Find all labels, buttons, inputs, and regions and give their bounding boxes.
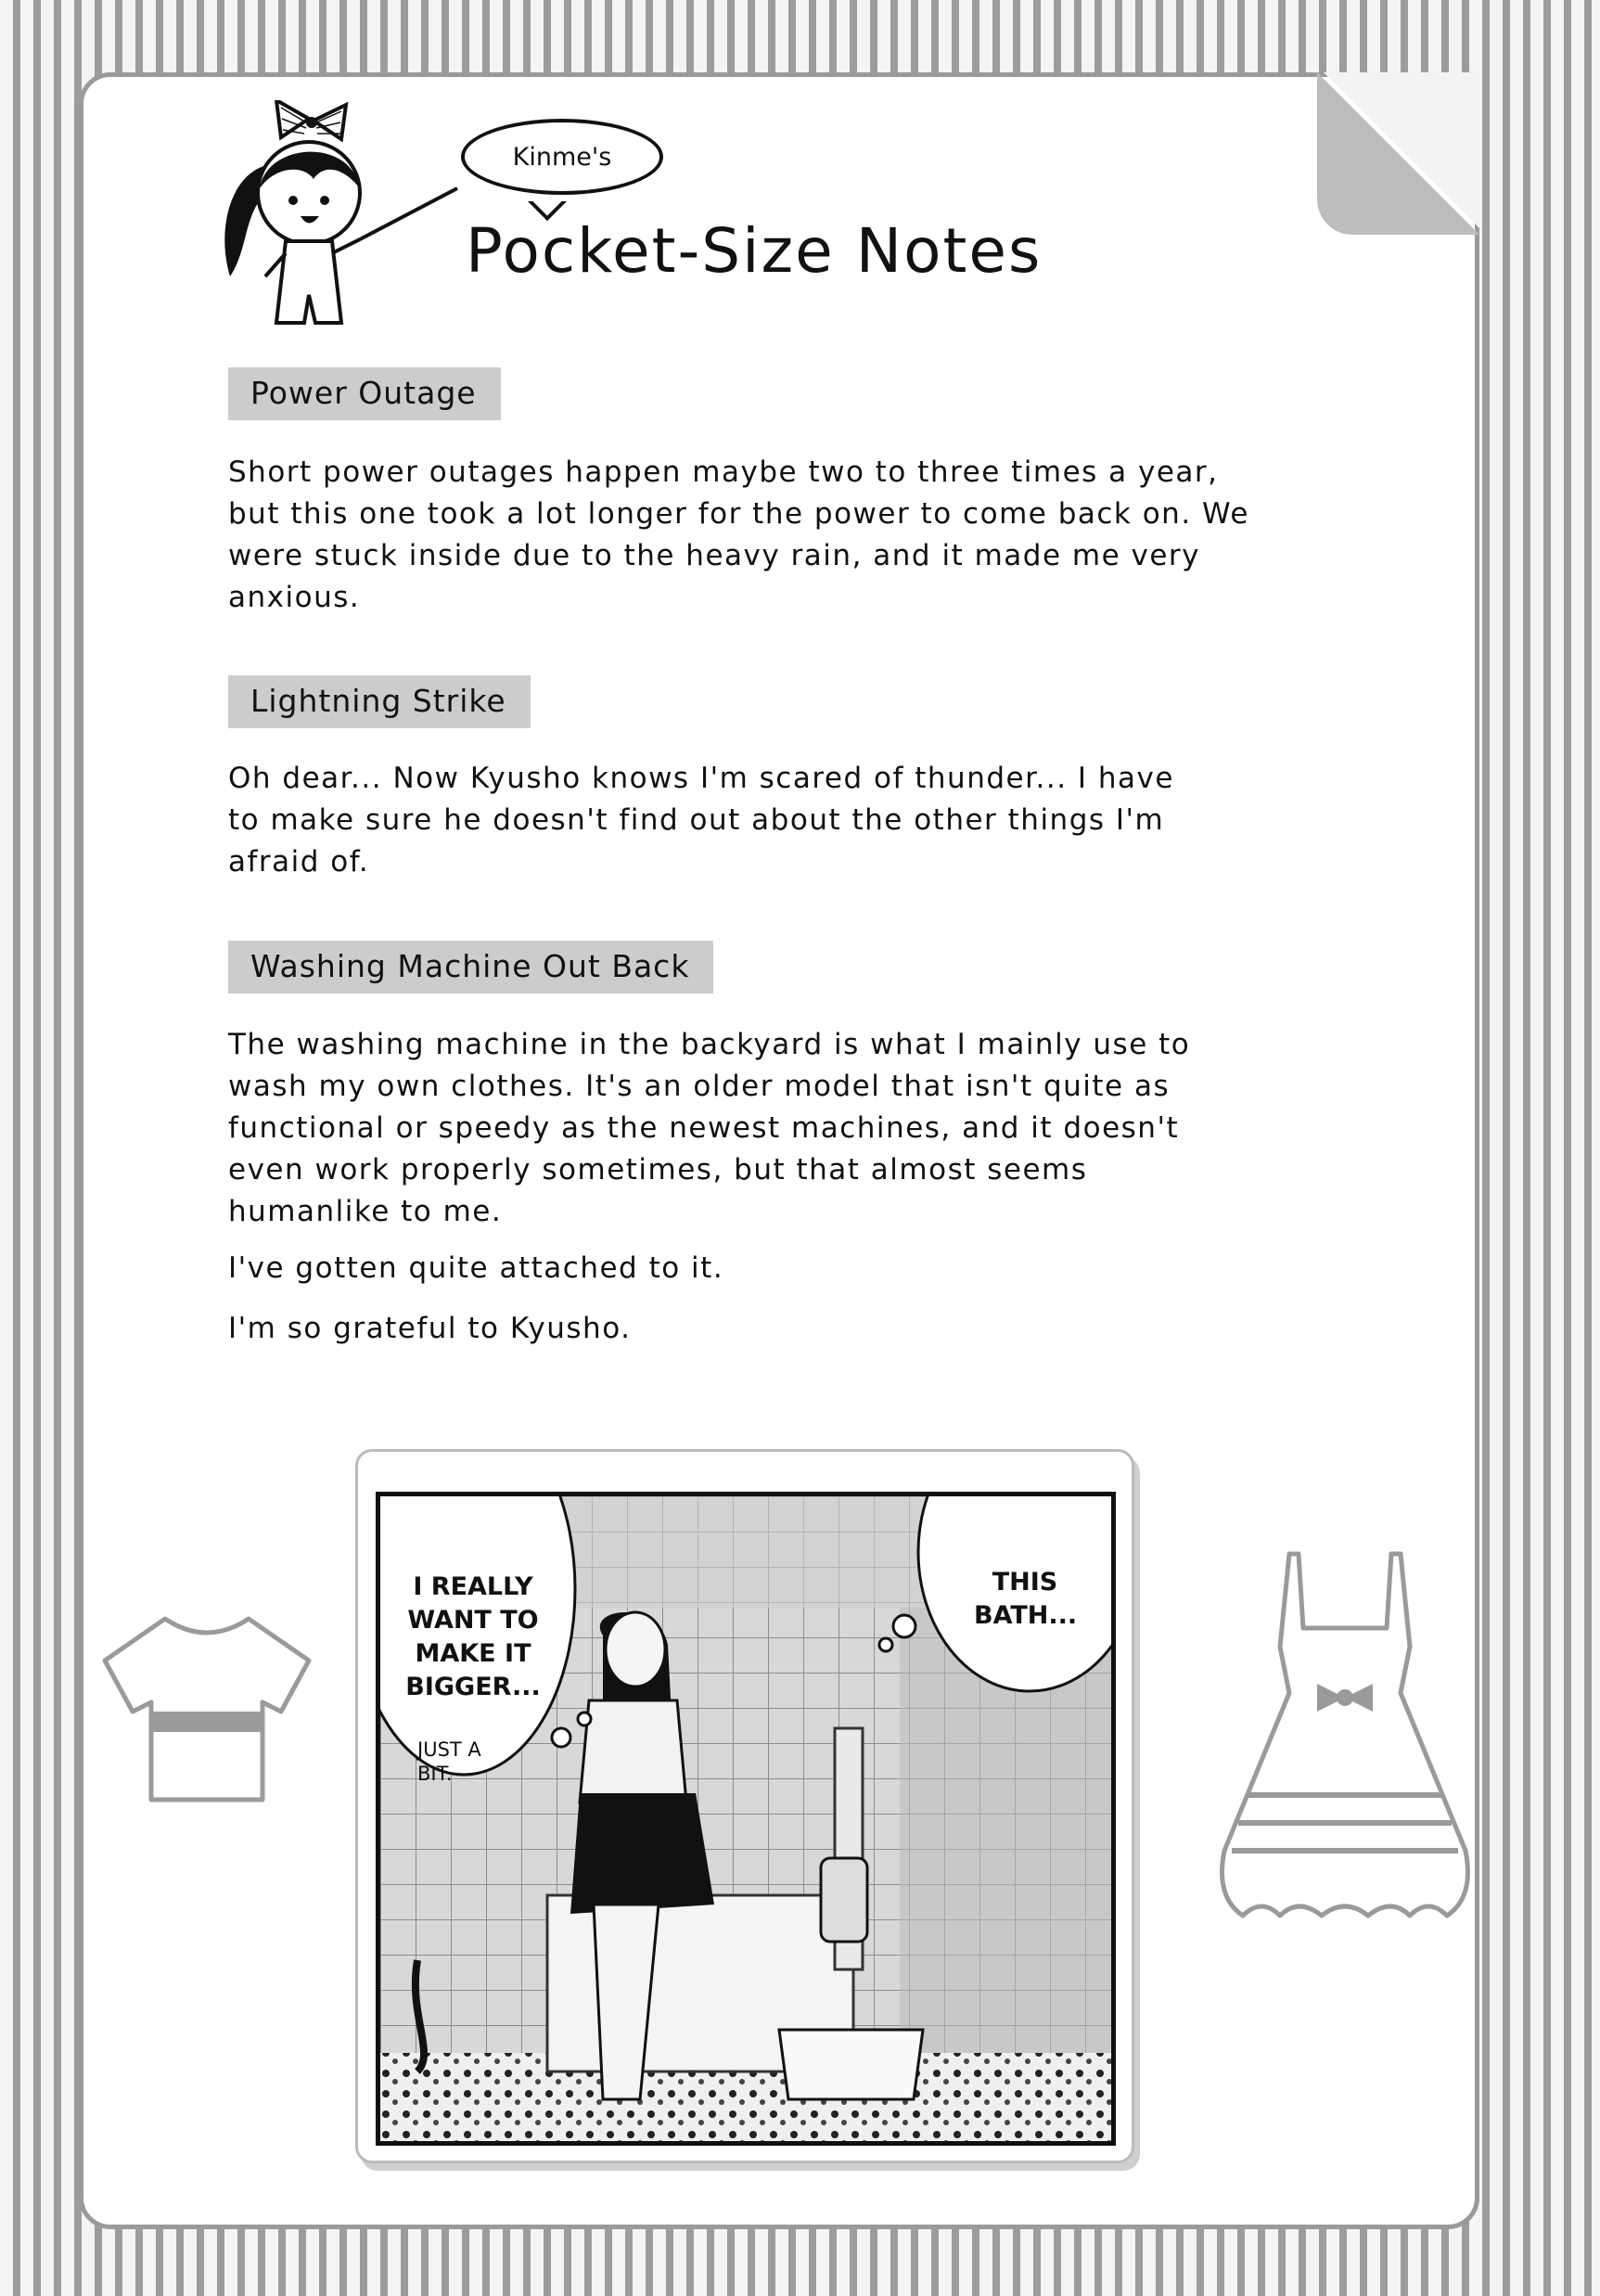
kinmes-speech-bubble (461, 119, 663, 195)
bubble-label: Kinme's (512, 142, 612, 172)
tshirt-icon (100, 1610, 314, 1809)
section-text-power-outage: Short power outages happen maybe two to three times a year, but this one took a lot longer for the power to come back on. We were stuck inside due to the heavy rain, and it made me very anxious. (228, 455, 1249, 614)
speech-just-a-bit: JUST A BIT. (417, 1738, 481, 1785)
section-heading-washing-machine: Washing Machine Out Back (228, 941, 713, 994)
section-heading-lightning-strike: Lightning Strike (228, 675, 531, 728)
manga-panel (376, 1492, 1116, 2146)
speech-this-bath: THIS BATH... (974, 1568, 1078, 1630)
section-heading-power-outage: Power Outage (228, 367, 501, 420)
section-text-grateful: I'm so grateful to Kyusho. (228, 1312, 632, 1345)
section-text-washing-machine: The washing machine in the backyard is what I mainly use to wash my own clothes. It's an older model that isn't quite as functional or speedy as the newest machines, and it doesn't even work properly sometimes, but that almost seems humanlike to me. (228, 1028, 1191, 1228)
dress-icon (1206, 1545, 1484, 1934)
speech-bigger: I REALLY WANT TO MAKE IT BIGGER... (405, 1572, 541, 1701)
mascot-illustration (211, 100, 462, 343)
section-text-attached: I've gotten quite attached to it. (228, 1251, 724, 1285)
page-title: Pocket-Size Notes (466, 215, 1043, 287)
section-text-lightning-strike: Oh dear... Now Kyusho knows I'm scared of thunder... I have to make sure he doesn't find out about the other things I'm afraid of. (228, 762, 1174, 879)
